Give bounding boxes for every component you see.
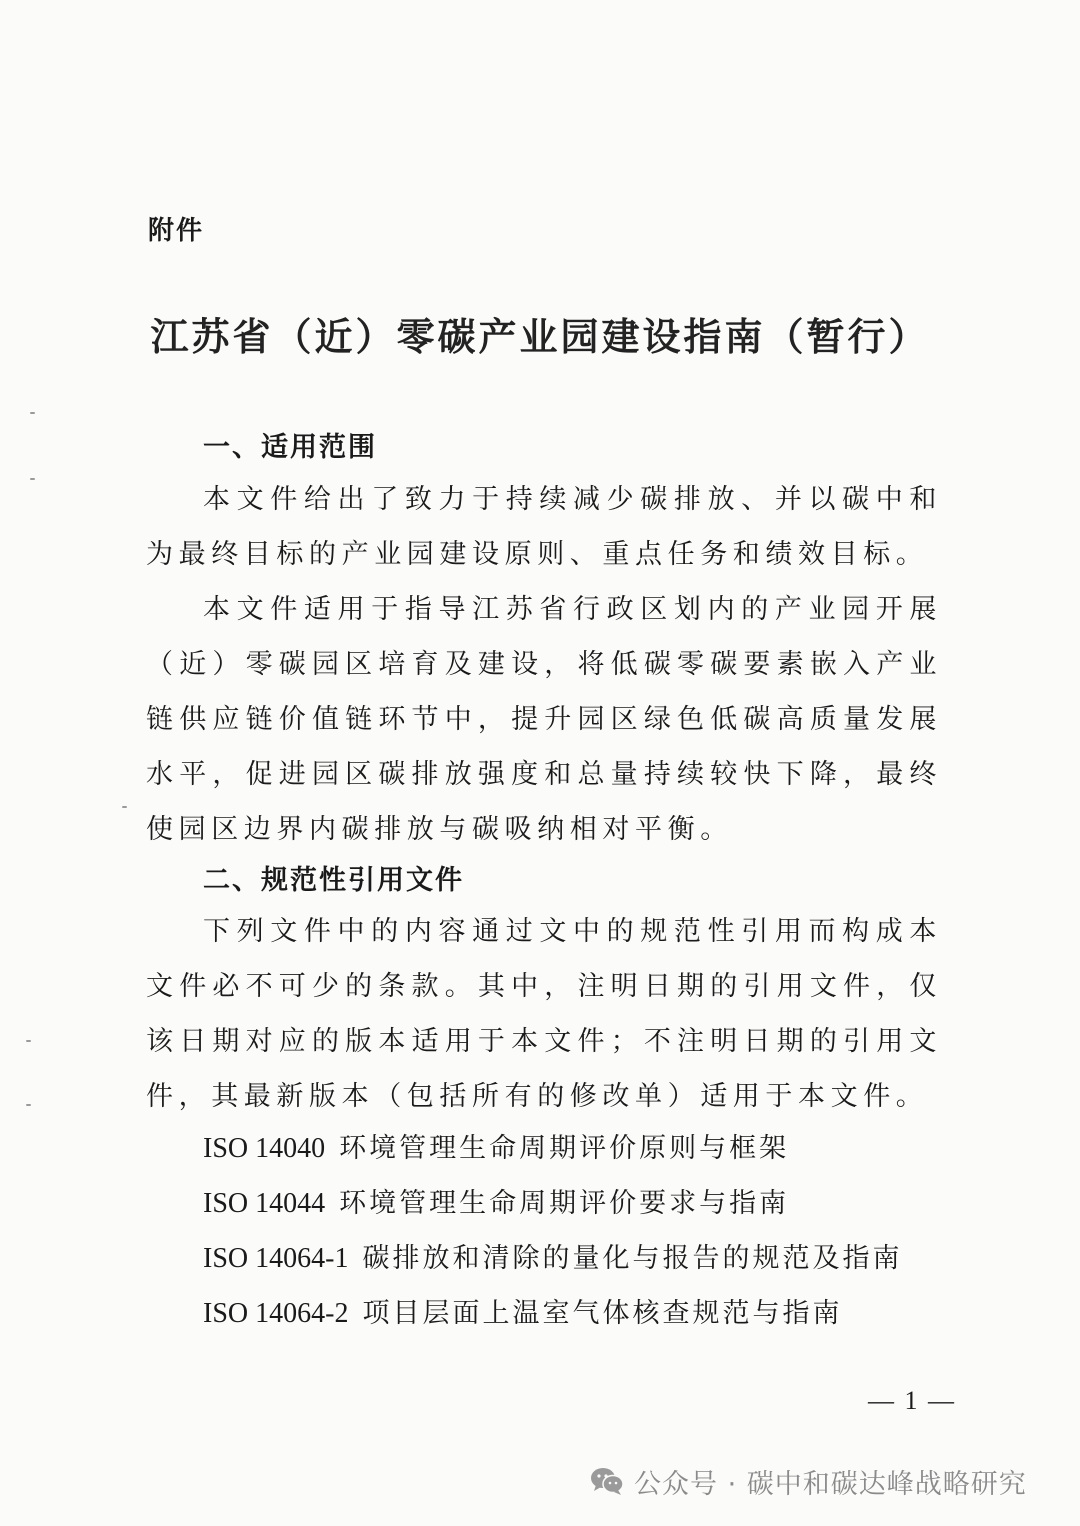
reference-code: ISO 14064-1 — [203, 1243, 349, 1274]
scan-speck — [26, 1040, 31, 1042]
scan-speck — [122, 806, 127, 808]
reference-item — [203, 1181, 789, 1220]
watermark-text: 公众号 · 碳中和碳达峰战略研究 — [634, 1468, 1027, 1500]
reference-title: 环境管理生命周期评价要求与指南 — [339, 1188, 790, 1219]
reference-code: ISO 14040 — [203, 1133, 326, 1164]
wechat-icon — [590, 1466, 624, 1496]
reference-title: 碳排放和清除的量化与报告的规范及指南 — [362, 1243, 903, 1274]
reference-title: 环境管理生命周期评价原则与框架 — [339, 1133, 790, 1164]
attachment-label: 附件 — [148, 216, 205, 246]
scope-paragraph-1: 本文件给出了致力于持续减少碳排放、并以碳中和为最终目标的产业园建设原则、重点任务和绩效目标。 — [146, 484, 942, 570]
section-heading-references: 二、规范性引用文件 — [203, 865, 464, 896]
reference-title: 项目层面上温室气体核查规范与指南 — [362, 1298, 843, 1329]
reference-item — [203, 1236, 902, 1275]
reference-item — [203, 1126, 789, 1165]
reference-code: ISO 14064-2 — [203, 1298, 349, 1329]
reference-item — [203, 1291, 842, 1330]
scan-speck — [26, 1104, 31, 1106]
references-paragraph: 下列文件中的内容通过文中的规范性引用而构成本文件必不可少的条款。其中，注明日期的引用文件，仅该日期对应的版本适用于本文件；不注明日期的引用文件，其最新版本（包括所有的修改单）适用于本文件。 — [146, 916, 942, 1112]
page-number: — 1 — — [868, 1386, 956, 1415]
reference-code: ISO 14044 — [203, 1188, 326, 1219]
scope-paragraph-2: 本文件适用于指导江苏省行政区划内的产业园开展（近）零碳园区培育及建设，将低碳零碳要素嵌入产业链供应链价值链环节中，提升园区绿色低碳高质量发展水平，促进园区碳排放强度和总量持续较快下降，最终使园区边界内碳排放与碳吸纳相对平衡。 — [146, 594, 942, 845]
document-title: 江苏省（近）零碳产业园建设指南（暂行） — [150, 315, 930, 359]
scan-speck — [30, 412, 35, 414]
wechat-watermark — [590, 1456, 1027, 1506]
section-heading-scope: 一、适用范围 — [203, 432, 377, 463]
scan-speck — [30, 478, 35, 480]
